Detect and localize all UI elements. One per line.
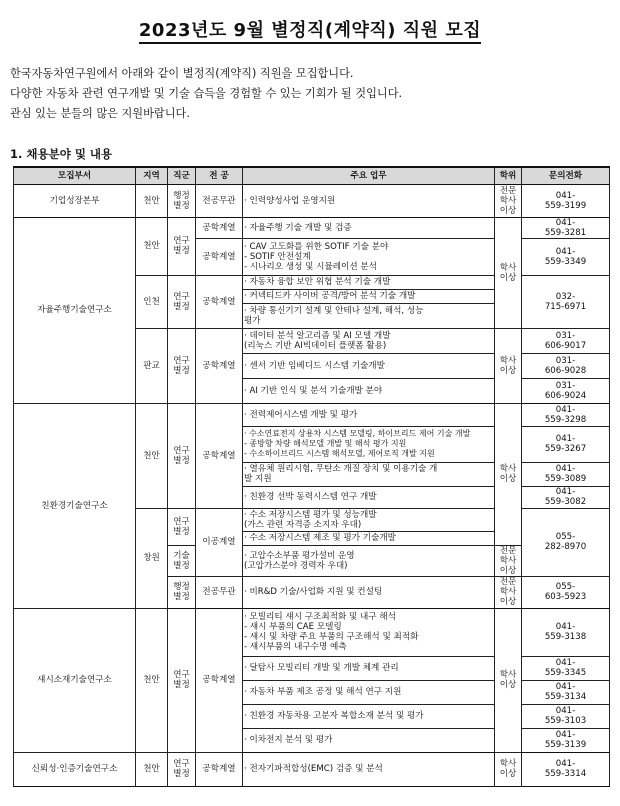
duty-cell: · 달탐사 모빌리티 개발 및 개발 체계 관리: [243, 656, 495, 680]
job-group-cell: 행정 별정: [168, 184, 196, 217]
header-duties: 주요 업무: [243, 167, 495, 184]
phone-cell: 031- 606-9017: [522, 328, 610, 353]
table-header-row: [14, 167, 610, 184]
degree-cell: 학사 이상: [495, 608, 522, 752]
duty-cell: · 전력제어시스템 개발 및 평가: [243, 403, 495, 426]
phone-cell: 041- 559-3199: [522, 184, 610, 217]
dept-cell: 자율주행기술연구소: [14, 217, 136, 403]
phone-cell: 041- 559-3082: [522, 486, 610, 508]
duty-cell: · 데이터 분석 알고리즘 및 AI 모델 개발 (리눅스 기반 AI빅데이터 플랫폼 활용): [243, 328, 495, 353]
degree-cell: 학사 이상: [495, 752, 522, 786]
degree-cell: 학사 이상: [495, 403, 522, 545]
table-row: [14, 217, 610, 238]
duty-cell: · 모빌리티 섀시 구조최적화 및 내구 해석 - 섀시 부품의 CAE 모델링 - 섀시 및 차량 주요 부품의 구조해석 및 최적화 - 섀시부품의 내구수명 예측: [243, 608, 495, 656]
region-cell: 천안: [136, 184, 168, 217]
phone-cell: 041- 559-3089: [522, 462, 610, 486]
degree-cell: 전문 학사 이상: [495, 545, 522, 576]
job-group-cell: 기술 별정: [168, 545, 196, 576]
degree-cell: 전문 학사 이상: [495, 576, 522, 608]
duty-cell: · 자율주행 기술 개발 및 검증: [243, 217, 495, 238]
phone-cell: 041- 559-3267: [522, 426, 610, 462]
phone-cell: 041- 559-3345: [522, 656, 610, 680]
phone-cell: 031- 606-9024: [522, 378, 610, 403]
duty-cell: · 고압수소부품 평가설비 운영 (고압가스분야 경력자 우대): [243, 545, 495, 576]
degree-cell: 학사 이상: [495, 328, 522, 403]
phone-cell: 041- 559-3298: [522, 403, 610, 426]
section-title: 1. 채용분야 및 내용: [10, 147, 113, 161]
table-row: [14, 184, 610, 217]
major-cell: 공학계열: [196, 608, 243, 752]
dept-cell: 친환경기술연구소: [14, 403, 136, 608]
major-cell: 공학계열: [196, 238, 243, 275]
duty-cell: · 자동차 융합 보안 위협 분석 기술 개발: [243, 275, 495, 289]
duty-cell: · CAV 고도화를 위한 SOTIF 기술 분야 - SOTIF 안전설계 - 시나리오 생성 및 시뮬레이션 분석: [243, 238, 495, 275]
job-group-cell: 행정 별정: [168, 576, 196, 608]
table-row: [14, 608, 610, 656]
dept-cell: 기업성장본부: [14, 184, 136, 217]
phone-cell: 041- 559-3349: [522, 238, 610, 275]
major-cell: 공학계열: [196, 328, 243, 403]
duty-cell: · 센서 기반 임베디드 시스템 기술개발: [243, 353, 495, 378]
intro-line: 다양한 자동차 관련 연구개발 및 기술 습득을 경험할 수 있는 기회가 될 것입니다.: [10, 87, 403, 100]
duty-cell: · 차량 통신기기 설계 및 안테나 설계, 해석, 성능 평가: [243, 303, 495, 328]
phone-cell: 041- 559-3103: [522, 704, 610, 728]
job-group-cell: 연구 별정: [168, 275, 196, 328]
header-region: 지역: [136, 167, 168, 184]
major-cell: 공학계열: [196, 403, 243, 508]
duty-cell: · 수소 저장시스템 제조 및 평가 기술개발: [243, 531, 495, 545]
table-row: [14, 403, 610, 426]
region-cell: 천안: [136, 752, 168, 786]
major-cell: 이공계열: [196, 508, 243, 576]
region-cell: 판교: [136, 328, 168, 403]
region-cell: 천안: [136, 403, 168, 508]
table-row: [14, 752, 610, 786]
duty-cell: · 이차전지 분석 및 평가: [243, 728, 495, 752]
job-group-cell: 연구 별정: [168, 508, 196, 545]
duty-cell: · 친환경 자동차용 고분자 복합소재 분석 및 평가: [243, 704, 495, 728]
job-group-cell: 연구 별정: [168, 403, 196, 508]
degree-cell: 학사 이상: [495, 217, 522, 328]
header-dept: 모집부서: [14, 167, 136, 184]
page-title-text: 2023년도 9월 별정직(계약직) 직원 모집: [139, 20, 481, 44]
duty-cell: · 수소 저장시스템 평가 및 성능개발 (가스 관련 자격증 소지자 우대): [243, 508, 495, 531]
major-cell: 공학계열: [196, 275, 243, 328]
header-degree: 학위: [495, 167, 522, 184]
job-group-cell: 연구 별정: [168, 752, 196, 786]
header-job-group: 직군: [168, 167, 196, 184]
phone-cell: 041- 559-3281: [522, 217, 610, 238]
duty-cell: · 열유체 원리시험, 무탄소 개질 장치 및 이용기술 개 발 지원: [243, 462, 495, 486]
region-cell: 천안: [136, 217, 168, 275]
phone-cell: 055- 603-5923: [522, 576, 610, 608]
major-cell: 전공무관: [196, 184, 243, 217]
duty-cell: · 커넥티드카 사이버 공격/방어 분석 기술 개발: [243, 289, 495, 303]
recruitment-table: [13, 166, 610, 787]
degree-cell: 전문 학사 이상: [495, 184, 522, 217]
major-cell: 공학계열: [196, 217, 243, 238]
duty-cell: · 전자기파적합성(EMC) 검증 및 분석: [243, 752, 495, 786]
dept-cell: 신뢰성·인증기술연구소: [14, 752, 136, 786]
region-cell: 천안: [136, 608, 168, 752]
duty-cell: · 인력양성사업 운영지원: [243, 184, 495, 217]
intro-paragraph: [10, 64, 610, 124]
region-cell: 인천: [136, 275, 168, 328]
duty-cell: · 친환경 선박 동력시스템 연구 개발: [243, 486, 495, 508]
intro-line: 관심 있는 분들의 많은 지원바랍니다.: [10, 107, 190, 120]
phone-cell: 032- 715-6971: [522, 275, 610, 328]
intro-line: 한국자동차연구원에서 아래와 같이 별정직(계약직) 직원을 모집합니다.: [10, 67, 354, 80]
page-title: [0, 16, 620, 42]
major-cell: 전공무관: [196, 576, 243, 608]
phone-cell: 041- 559-3138: [522, 608, 610, 656]
major-cell: 공학계열: [196, 752, 243, 786]
duty-cell: · AI 기반 인식 및 분석 기술개발 분야: [243, 378, 495, 403]
job-group-cell: 연구 별정: [168, 217, 196, 275]
duty-cell: · 비R&D 기술/사업화 지원 및 컨설팅: [243, 576, 495, 608]
phone-cell: 041- 559-3139: [522, 728, 610, 752]
phone-cell: 031- 606-9028: [522, 353, 610, 378]
header-phone: 문의전화: [522, 167, 610, 184]
duty-cell: · 자동차 부품 제조 공정 및 해석 연구 지원: [243, 680, 495, 704]
phone-cell: 041- 559-3314: [522, 752, 610, 786]
region-cell: 창원: [136, 508, 168, 608]
job-group-cell: 연구 별정: [168, 328, 196, 403]
phone-cell: 055- 282-8970: [522, 508, 610, 576]
phone-cell: 041- 559-3134: [522, 680, 610, 704]
duty-cell: · 수소연료전지 상용차 시스템 모델링, 하이브리드 제어 기술 개발 - 종방향 차량 해석모델 개발 및 해석 평가 지원 - 수소하이브리드 시스템 해석모델, 제어로직 개발 지원: [243, 426, 495, 462]
job-group-cell: 연구 별정: [168, 608, 196, 752]
header-major: 전 공: [196, 167, 243, 184]
dept-cell: 섀시소재기술연구소: [14, 608, 136, 752]
